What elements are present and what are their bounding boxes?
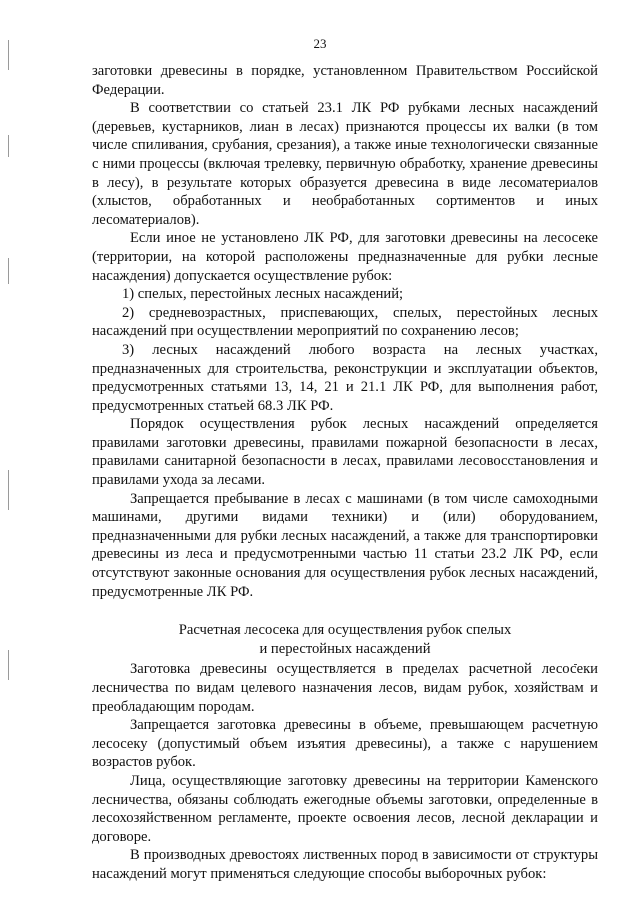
list-item: 3) лесных насаждений любого возраста на лесных участках, предназначенных для строительства, реконструкции и эксплуатации объектов, предусмотренных статьями 13, 14, 21 и 21.1 ЛК РФ, для выполнения работ, предусмотренных статьей 68.3 ЛК РФ.	[92, 341, 598, 414]
list-item: 2) средневозрастных, приспевающих, спелых, перестойных лесных насаждений при осуществлении мероприятий по сохранению лесов;	[92, 304, 598, 340]
scan-edge-mark	[8, 258, 9, 284]
scan-edge-mark	[8, 650, 9, 680]
paragraph: В производных древостоях лиственных пород в зависимости от структуры насаждений могут применяться следующие способы выборочных рубок:	[92, 847, 598, 882]
paragraph: Порядок осуществления рубок лесных насаждений определяется правилами заготовки древесины, правилами пожарной безопасности в лесах, правилами санитарной безопасности в лесах, правилами лесовосстановления и правилами ухода за лесами.	[92, 416, 598, 489]
paragraph: заготовки древесины в порядке, установленном Правительством Российской Федерации.	[92, 63, 598, 98]
document-body	[92, 62, 598, 884]
section-heading-line: Расчетная лесосека для осуществления рубок спелых	[178, 622, 512, 639]
paragraph: Лица, осуществляющие заготовку древесины на территории Каменского лесничества, обязаны соблюдать ежегодные объемы заготовки, определенные в лесохозяйственном регламенте, проекте освоения лесов, лесной декларации и договоре.	[92, 772, 598, 845]
list-item: 1) спелых, перестойных лесных насаждений;	[122, 286, 404, 303]
section-heading-line: и перестойных насаждений	[259, 640, 431, 657]
paragraph: В соответствии со статьей 23.1 ЛК РФ рубками лесных насаждений (деревьев, кустарников, лиан в лесах) признаются процессы их валки (в том числе спиливания, срубания, срезания), а также иные технологически связанные с ними процессы (включая трелевку, первичную обработку, хранение древесины в лесу), в результате которых образуется древесина в виде лесоматериалов (хлыстов, обработанных и необработанных сортиментов и иных лесоматериалов).	[92, 100, 598, 228]
paragraph: Запрещается заготовка древесины в объеме, превышающем расчетную лесосеку (допустимый объем изъятия древесины), а также с нарушением возрастов рубок.	[92, 717, 598, 771]
paragraph: Заготовка древесины осуществляется в пределах расчетной лесосеки лесничества по видам целевого назначения лесов, видам рубок, хозяйствам и преобладающим породам.	[92, 661, 598, 715]
section-heading	[92, 621, 598, 658]
paragraph: Если иное не установлено ЛК РФ, для заготовки древесины на лесосеке (территории, на которой расположены предназначенные для рубки лесные насаждения) допускается осуществление рубок:	[92, 230, 598, 284]
scan-edge-mark	[8, 135, 9, 157]
scan-edge-mark	[8, 470, 9, 510]
page-number: 23	[313, 36, 327, 51]
paragraph: Запрещается пребывание в лесах с машинами (в том числе самоходными машинами, другими видами техники) и (или) оборудованием, предназначенными для рубки лесных насаждений, а также для транспортировки древесины из леса и предусмотренными частью 11 статьи 23.2 ЛК РФ, если отсутствуют законные основания для осуществления рубок лесных насаждений, предусмотренные ЛК РФ.	[92, 490, 598, 600]
